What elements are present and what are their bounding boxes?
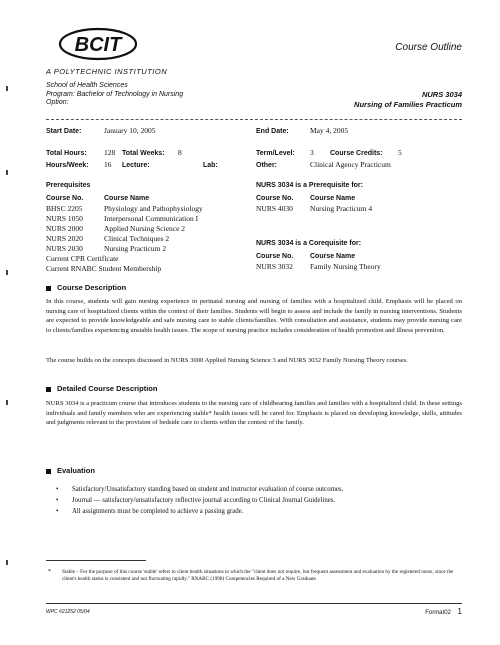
credits-label: Course Credits:: [330, 150, 383, 157]
coreq-col-name: Course Name: [310, 253, 356, 260]
margin-mark: [6, 560, 8, 565]
hours-week-label: Hours/Week:: [46, 162, 89, 169]
prereq-no: NURS 2020: [46, 234, 83, 243]
coreq-col-no: Course No.: [256, 253, 294, 260]
margin-mark: [6, 86, 8, 91]
tagline: A POLYTECHNIC INSTITUTION: [46, 67, 168, 76]
other-label: Other:: [256, 162, 277, 169]
evaluation-item: • Journal — satisfactory/unsatisfactory reflective journal according to Clinical Journal Guidelines.: [56, 495, 456, 506]
format-label: Format02: [425, 610, 451, 616]
course-description-p1: In this course, students will gain nursing experience in perinatal nursing and nursing of families with a hospitalized child. Emphasis will be placed on nursing care of hospitalized clients within the context of their families. Students will begin to assess and include the family in nursing interventions. Students are expected to provide knowledgeable and safe nursing care to stable clients/families. With consultation and assistance, students may provide nursing care to clients/families experiencing unstable health issues. The scope of nursing practice includes consideration of health promotion and illness prevention.: [46, 298, 462, 334]
footer-rule: [46, 603, 462, 604]
section-bullet-icon: [46, 469, 51, 474]
detailed-description-heading: Detailed Course Description: [46, 384, 157, 393]
header-divider: [46, 119, 462, 120]
end-date-label: End Date:: [256, 128, 289, 135]
form-code: WPC #21252 05/04: [46, 609, 90, 615]
prereq-title: Prerequisites: [46, 182, 91, 189]
detailed-description-p1: NURS 3034 is a practicum course that introduces students to the nursing care of childbearing families and families with a hospitalized child. In these settings individuals and family members who are experiencing stable* health issues will be cared for. Emphasis is placed on developing knowledge, skills, attitudes and judgments relevant to the provision of bedside care to clients within the context of the family.: [46, 400, 462, 426]
prereq-no: BHSC 2205: [46, 204, 83, 213]
course-id-block: [354, 90, 462, 110]
prereq-extra: Current CPR Certificate: [46, 254, 119, 263]
hours-week: 16: [104, 160, 112, 169]
school-line: School of Health Sciences: [46, 82, 128, 89]
footer-right: [425, 607, 462, 616]
footnote-rule: [46, 560, 146, 561]
total-weeks: 8: [178, 148, 182, 157]
prereq-name: Interpersonal Communication I: [104, 214, 199, 223]
prereq-for-no: NURS 4030: [256, 204, 293, 213]
course-code: NURS 3034: [421, 90, 462, 99]
evaluation-heading: Evaluation: [46, 466, 95, 475]
option-line: Option:: [46, 99, 69, 106]
evaluation-item: • All assignments must be completed to achieve a passing grade.: [56, 506, 456, 517]
end-date: May 4, 2005: [310, 126, 349, 135]
margin-mark: [6, 270, 8, 275]
program-line: Program: Bachelor of Technology in Nursing: [46, 90, 184, 98]
margin-mark: [6, 400, 8, 405]
lab-label: Lab:: [203, 162, 218, 169]
coreq-name: Family Nursing Theory: [310, 262, 381, 271]
footnote-marker: *: [48, 569, 51, 575]
total-hours: 128: [104, 148, 116, 157]
evaluation-item: • Satisfactory/Unsatisfactory standing based on student and instructor evaluation of course outcomes.: [56, 484, 456, 495]
prereq-col-name: Course Name: [104, 195, 150, 202]
lecture-label: Lecture:: [122, 162, 150, 169]
other: Clinical Agency Practicum: [310, 160, 391, 169]
prereq-extra: Current RNABC Student Membership: [46, 264, 162, 273]
course-description-heading: Course Description: [46, 283, 126, 292]
page-number: 1: [457, 607, 462, 616]
section-bullet-icon: [46, 387, 51, 392]
prereq-name: Applied Nursing Science 2: [104, 224, 186, 233]
evaluation-list: [56, 484, 456, 517]
credits: 5: [398, 148, 402, 157]
section-bullet-icon: [46, 286, 51, 291]
start-date-label: Start Date:: [46, 128, 82, 135]
term-level-label: Term/Level:: [256, 150, 295, 157]
prereq-name: Physiology and Pathophysiology: [104, 204, 203, 213]
term-level: 3: [310, 148, 314, 157]
bcit-logo: [58, 26, 138, 62]
doc-type: Course Outline: [395, 42, 462, 53]
prereq-for-col-name: Course Name: [310, 195, 356, 202]
prereq-no: NURS 2000: [46, 224, 83, 233]
coreq-no: NURS 3032: [256, 262, 293, 271]
prereq-for-name: Nursing Practicum 4: [310, 204, 373, 213]
prereq-no: NURS 1050: [46, 214, 83, 223]
total-hours-label: Total Hours:: [46, 150, 87, 157]
prereq-col-no: Course No.: [46, 195, 84, 202]
coreq-title: NURS 3034 is a Corequisite for:: [256, 240, 362, 247]
start-date: January 10, 2005: [104, 126, 156, 135]
prereq-name: Nursing Practicum 2: [104, 244, 167, 253]
prereq-name: Clinical Techniques 2: [104, 234, 170, 243]
prereq-for-col-no: Course No.: [256, 195, 294, 202]
total-weeks-label: Total Weeks:: [122, 150, 165, 157]
prereq-for-title: NURS 3034 is a Prerequisite for:: [256, 182, 363, 189]
margin-mark: [6, 170, 8, 175]
prereq-no: NURS 2030: [46, 244, 83, 253]
school-block: [46, 82, 183, 108]
footnote-text: Stable – For the purpose of this course 'stable' refers to client health situations in which the "client does not require, but frequent assessment and evaluation by the registered nurse, since the client's health status is consistent and not fluctuating rapidly." RNABC (1998) Competencies Required of a New Graduate.: [62, 569, 454, 582]
course-description-p2: The course builds on the concepts discussed in NURS 3000 Applied Nursing Science 3 and NURS 3032 Family Nursing Theory courses.: [46, 357, 408, 364]
logo-text: BCIT: [74, 34, 122, 56]
course-title: Nursing of Families Practicum: [354, 100, 462, 109]
